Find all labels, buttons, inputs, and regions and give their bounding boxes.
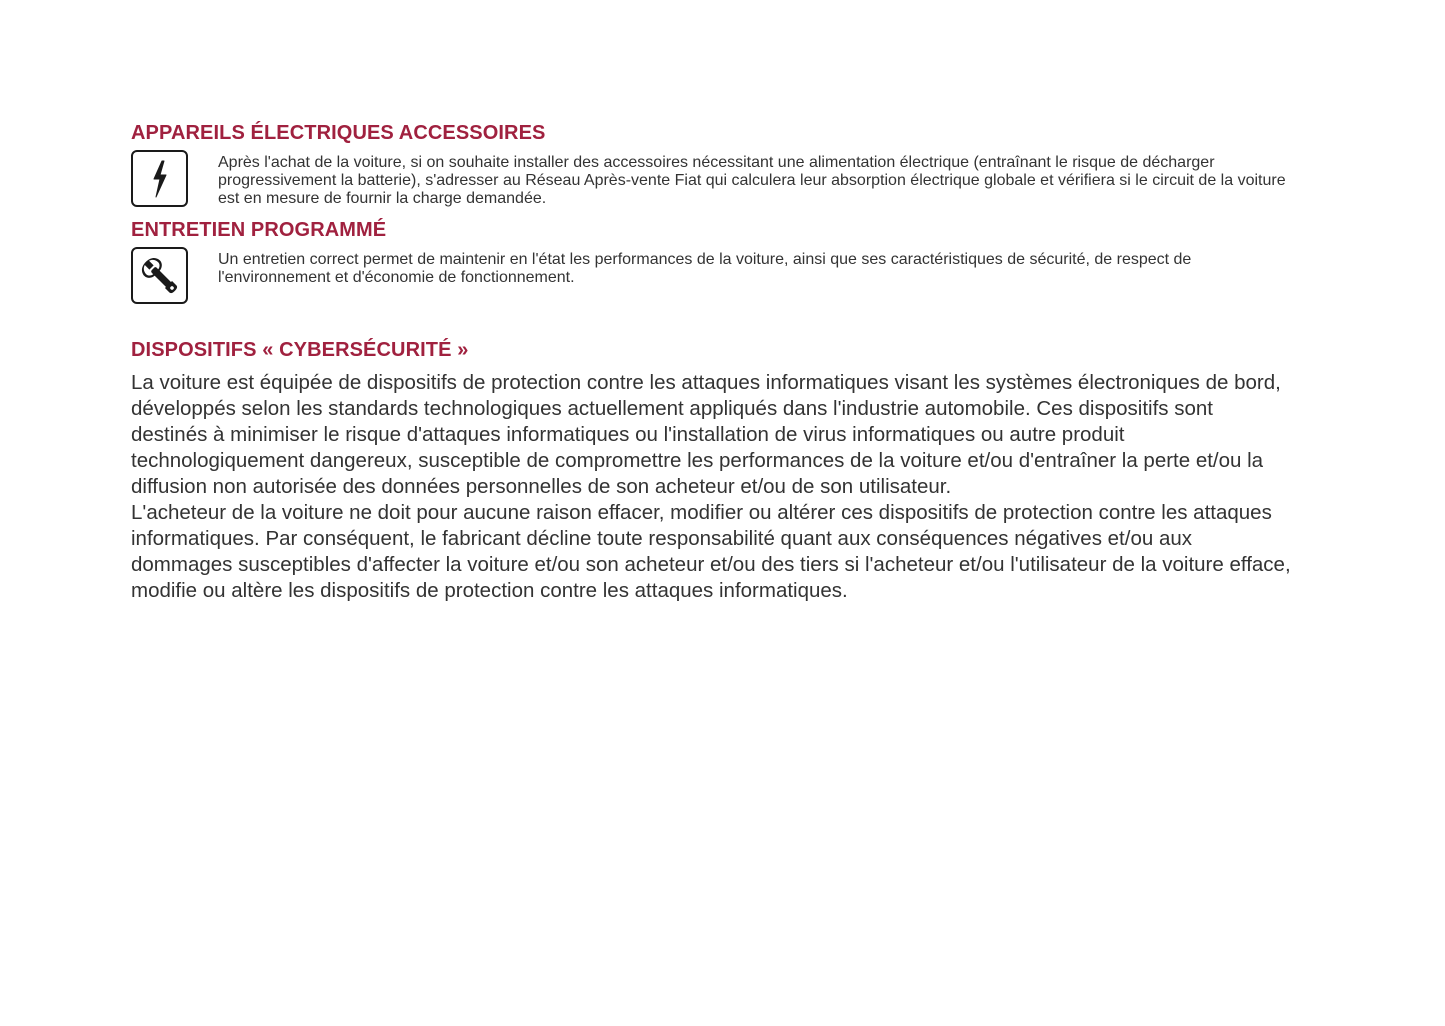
- body-paragraph: L'acheteur de la voiture ne doit pour aucune raison effacer, modifier ou altérer ces dispositifs de protection contre les attaques informatiques. Par conséquent, le fabricant décline toute responsabilité quant aux conséquences négatives et/ou aux dommages susceptibles d'affecter la voiture et/ou son acheteur et/ou des tiers si l'acheteur et/ou l'utilisateur de la voiture efface, modifie ou altère les dispositifs de protection contre les attaques informatiques.: [131, 501, 1291, 602]
- section-heading: APPAREILS ÉLECTRIQUES ACCESSOIRES: [131, 122, 546, 144]
- notice-text: Après l'achat de la voiture, si on souhaite installer des accessoires nécessitant une alimentation électrique (entraînant le risque de décharger progressivement la batterie), s'adresser au Réseau Après-vente Fiat qui calculera leur absorption électrique globale et vérifiera si le circuit de la voiture est en mesure de fournir la charge demandée.: [218, 154, 1286, 207]
- section-scheduled-maintenance: [131, 217, 1291, 304]
- wrench-icon: [131, 247, 188, 304]
- electric-lightning-icon: [131, 150, 188, 207]
- section-heading: ENTRETIEN PROGRAMMÉ: [131, 219, 387, 241]
- section-electrical-accessories: [131, 120, 1291, 208]
- document-page: [131, 120, 1291, 604]
- notice-block: [131, 150, 1291, 208]
- notice-text: Un entretien correct permet de maintenir en l'état les performances de la voiture, ainsi que ses caractéristiques de sécurité, de respect de l'environnement et d'économie de fonctionnement.: [218, 251, 1192, 286]
- body-paragraph: La voiture est équipée de dispositifs de protection contre les attaques informatiques visant les systèmes électroniques de bord, développés selon les standards technologiques actuellement appliqués dans l'industrie automobile. Ces dispositifs sont destinés à minimiser le risque d'attaques informatiques ou l'installation de virus informatiques ou autre produit technologiquement dangereux, susceptible de compromettre les performances de la voiture et/ou d'entraîner la perte et/ou la diffusion non autorisée des données personnelles de son acheteur et/ou de son utilisateur.: [131, 371, 1281, 498]
- notice-block: [131, 247, 1291, 304]
- section-cybersecurity: [131, 337, 1291, 604]
- section-heading: DISPOSITIFS « CYBERSÉCURITÉ »: [131, 339, 469, 361]
